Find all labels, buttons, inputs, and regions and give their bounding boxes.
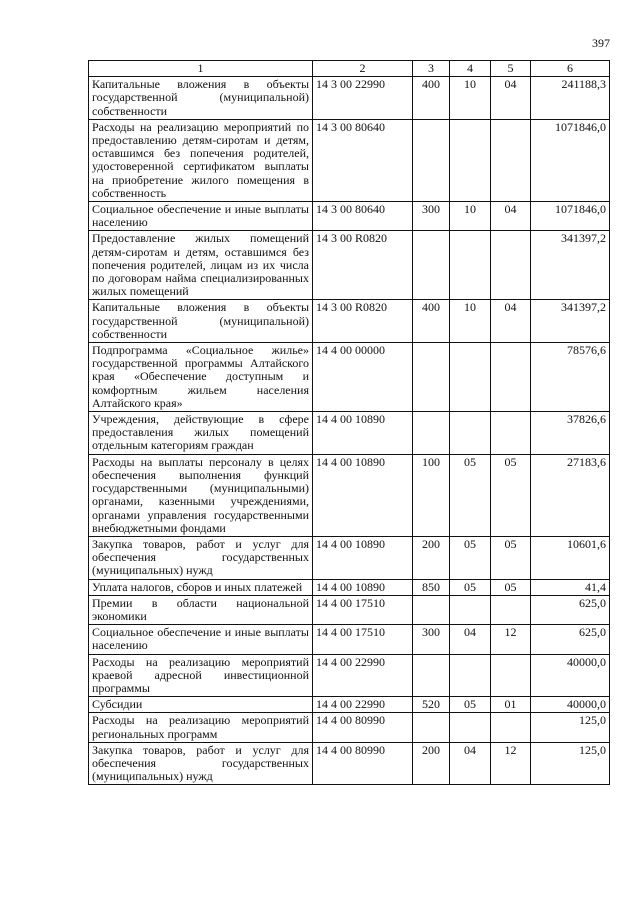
row-code-cell: 14 4 00 17510 <box>313 595 413 624</box>
table-row <box>89 77 610 120</box>
row-amount-cell: 37826,6 <box>531 412 610 455</box>
row-amount-cell: 10601,6 <box>531 536 610 579</box>
page-number: 397 <box>592 36 610 50</box>
row-code-cell: 14 3 00 22990 <box>313 77 413 120</box>
row-name-cell: Расходы на реализацию мероприятий краевой адресной инвестиционной программы <box>89 654 313 697</box>
row-subsection-cell: 04 <box>491 77 531 120</box>
column-header: 6 <box>531 61 610 77</box>
table-row <box>89 412 610 455</box>
table-row <box>89 231 610 300</box>
row-amount-cell: 125,0 <box>531 742 610 785</box>
row-expense-type-cell: 300 <box>413 202 450 231</box>
row-expense-type-cell: 200 <box>413 742 450 785</box>
row-section-cell <box>450 119 491 201</box>
row-expense-type-cell: 400 <box>413 77 450 120</box>
row-name-cell: Уплата налогов, сборов и иных платежей <box>89 579 313 595</box>
row-code-cell: 14 4 00 10890 <box>313 536 413 579</box>
row-section-cell: 05 <box>450 536 491 579</box>
row-subsection-cell <box>491 231 531 300</box>
row-subsection-cell <box>491 713 531 742</box>
row-amount-cell: 125,0 <box>531 713 610 742</box>
row-section-cell <box>450 713 491 742</box>
row-subsection-cell: 12 <box>491 625 531 654</box>
row-code-cell: 14 3 00 80640 <box>313 119 413 201</box>
table-row <box>89 119 610 201</box>
row-section-cell: 10 <box>450 202 491 231</box>
row-name-cell: Социальное обеспечение и иные выплаты населению <box>89 625 313 654</box>
table-row <box>89 713 610 742</box>
row-name-cell: Капитальные вложения в объекты государственной (муниципальной) собственности <box>89 300 313 343</box>
row-section-cell <box>450 654 491 697</box>
row-subsection-cell: 04 <box>491 300 531 343</box>
row-subsection-cell: 05 <box>491 454 531 536</box>
row-section-cell: 04 <box>450 625 491 654</box>
row-subsection-cell <box>491 343 531 412</box>
row-section-cell <box>450 595 491 624</box>
row-name-cell: Субсидии <box>89 697 313 713</box>
row-code-cell: 14 4 00 00000 <box>313 343 413 412</box>
row-name-cell: Расходы на выплаты персоналу в целях обеспечения выполнения функций государственными (муниципальными) органами, казенными учреждениями, органами управления государственными внебюджетными фондами <box>89 454 313 536</box>
column-header: 4 <box>450 61 491 77</box>
table-row <box>89 300 610 343</box>
row-subsection-cell <box>491 654 531 697</box>
row-amount-cell: 341397,2 <box>531 231 610 300</box>
row-expense-type-cell <box>413 412 450 455</box>
table-row <box>89 579 610 595</box>
row-expense-type-cell: 520 <box>413 697 450 713</box>
row-name-cell: Расходы на реализацию мероприятий по предоставлению детям-сиротам и детям, оставшимся без попечения родителей, удостоверенной сертификатом выплаты на приобретение жилого помещения в собственность <box>89 119 313 201</box>
budget-table <box>88 60 610 785</box>
row-section-cell <box>450 343 491 412</box>
row-amount-cell: 241188,3 <box>531 77 610 120</box>
row-code-cell: 14 3 00 R0820 <box>313 300 413 343</box>
table-row <box>89 625 610 654</box>
row-subsection-cell <box>491 595 531 624</box>
column-header: 2 <box>313 61 413 77</box>
row-code-cell: 14 4 00 10890 <box>313 454 413 536</box>
row-amount-cell: 341397,2 <box>531 300 610 343</box>
row-expense-type-cell <box>413 231 450 300</box>
row-name-cell: Премии в области национальной экономики <box>89 595 313 624</box>
row-amount-cell: 78576,6 <box>531 343 610 412</box>
row-section-cell <box>450 412 491 455</box>
row-section-cell: 04 <box>450 742 491 785</box>
row-code-cell: 14 4 00 22990 <box>313 654 413 697</box>
row-subsection-cell: 01 <box>491 697 531 713</box>
row-subsection-cell: 05 <box>491 579 531 595</box>
row-section-cell: 10 <box>450 77 491 120</box>
table-row <box>89 742 610 785</box>
row-amount-cell: 1071846,0 <box>531 202 610 231</box>
table-row <box>89 454 610 536</box>
row-code-cell: 14 4 00 80990 <box>313 713 413 742</box>
row-subsection-cell: 12 <box>491 742 531 785</box>
row-expense-type-cell <box>413 713 450 742</box>
table-row <box>89 697 610 713</box>
row-name-cell: Предоставление жилых помещений детям-сиротам и детям, оставшимся без попечения родителей, лицам из их числа по договорам найма специализированных жилых помещений <box>89 231 313 300</box>
row-expense-type-cell <box>413 119 450 201</box>
row-code-cell: 14 4 00 10890 <box>313 579 413 595</box>
row-amount-cell: 41,4 <box>531 579 610 595</box>
row-subsection-cell <box>491 119 531 201</box>
column-header: 1 <box>89 61 313 77</box>
table-row <box>89 202 610 231</box>
row-subsection-cell: 04 <box>491 202 531 231</box>
table-row <box>89 343 610 412</box>
column-header: 5 <box>491 61 531 77</box>
row-name-cell: Социальное обеспечение и иные выплаты населению <box>89 202 313 231</box>
row-section-cell: 05 <box>450 697 491 713</box>
row-amount-cell: 625,0 <box>531 595 610 624</box>
row-amount-cell: 1071846,0 <box>531 119 610 201</box>
row-subsection-cell <box>491 412 531 455</box>
table-row <box>89 595 610 624</box>
row-section-cell: 10 <box>450 300 491 343</box>
row-amount-cell: 40000,0 <box>531 697 610 713</box>
row-name-cell: Подпрограмма «Социальное жилье» государственной программы Алтайского края «Обеспечение доступным и комфортным жильем населения Алтайского края» <box>89 343 313 412</box>
table-row <box>89 536 610 579</box>
column-header: 3 <box>413 61 450 77</box>
row-amount-cell: 625,0 <box>531 625 610 654</box>
row-amount-cell: 27183,6 <box>531 454 610 536</box>
row-expense-type-cell: 100 <box>413 454 450 536</box>
row-code-cell: 14 4 00 10890 <box>313 412 413 455</box>
row-section-cell: 05 <box>450 454 491 536</box>
row-name-cell: Закупка товаров, работ и услуг для обеспечения государственных (муниципальных) нужд <box>89 536 313 579</box>
row-name-cell: Капитальные вложения в объекты государственной (муниципальной) собственности <box>89 77 313 120</box>
row-expense-type-cell <box>413 343 450 412</box>
row-expense-type-cell <box>413 654 450 697</box>
row-expense-type-cell: 300 <box>413 625 450 654</box>
row-code-cell: 14 3 00 80640 <box>313 202 413 231</box>
row-code-cell: 14 4 00 22990 <box>313 697 413 713</box>
row-code-cell: 14 4 00 80990 <box>313 742 413 785</box>
row-expense-type-cell: 200 <box>413 536 450 579</box>
table-row <box>89 654 610 697</box>
row-expense-type-cell <box>413 595 450 624</box>
row-section-cell: 05 <box>450 579 491 595</box>
row-expense-type-cell: 850 <box>413 579 450 595</box>
row-name-cell: Закупка товаров, работ и услуг для обеспечения государственных (муниципальных) нужд <box>89 742 313 785</box>
row-amount-cell: 40000,0 <box>531 654 610 697</box>
row-name-cell: Учреждения, действующие в сфере предоставления жилых помещений отдельным категориям граждан <box>89 412 313 455</box>
row-name-cell: Расходы на реализацию мероприятий региональных программ <box>89 713 313 742</box>
row-code-cell: 14 4 00 17510 <box>313 625 413 654</box>
table-header-row <box>89 61 610 77</box>
row-subsection-cell: 05 <box>491 536 531 579</box>
row-expense-type-cell: 400 <box>413 300 450 343</box>
row-section-cell <box>450 231 491 300</box>
row-code-cell: 14 3 00 R0820 <box>313 231 413 300</box>
